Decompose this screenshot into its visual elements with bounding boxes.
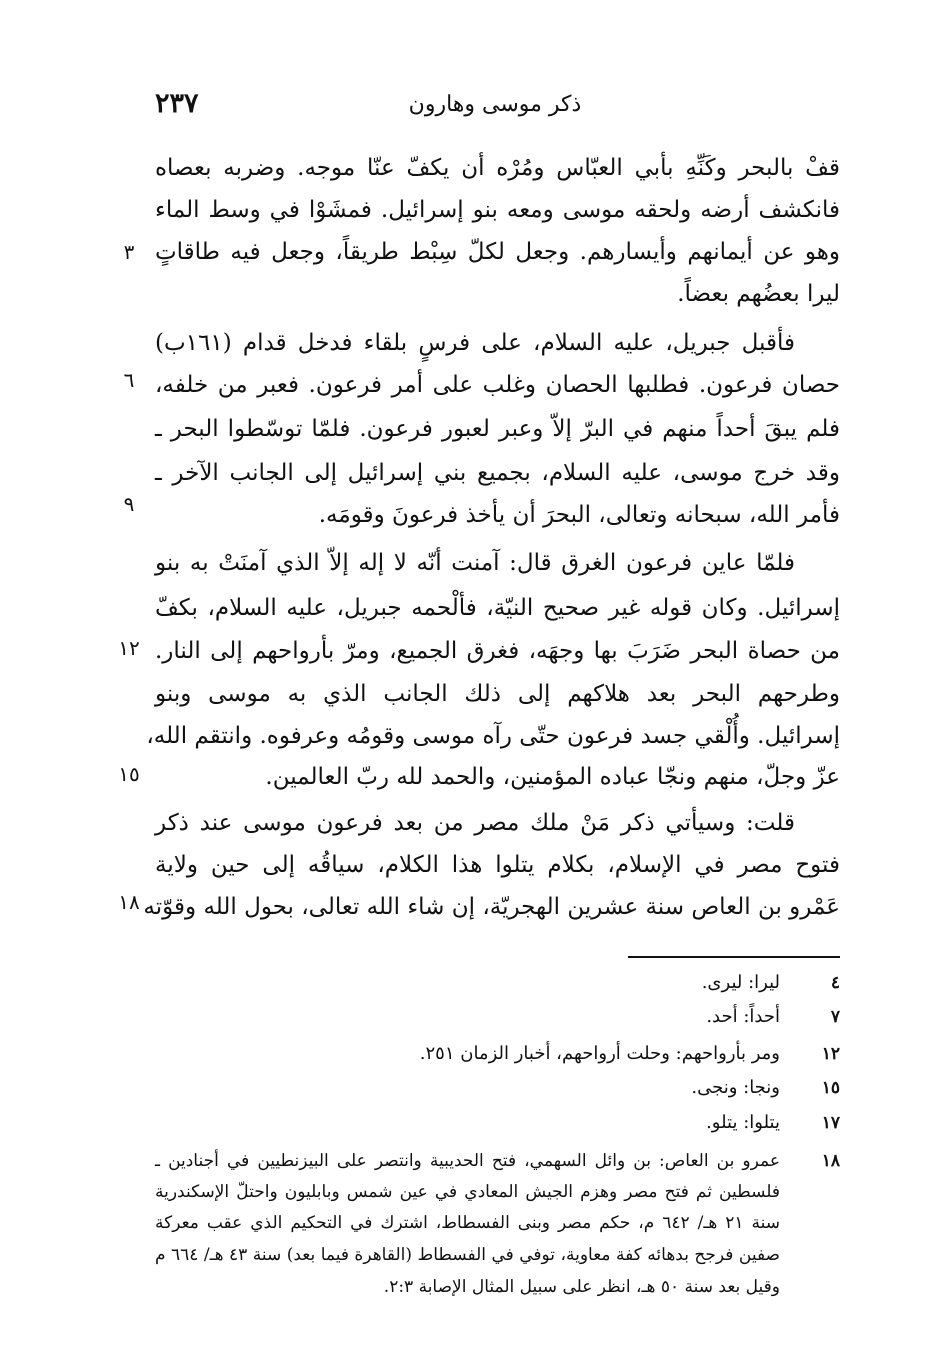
footnote-number: ١٧ xyxy=(821,1113,840,1133)
body-line: ليرا بعضُهم بعضاً. xyxy=(677,281,840,307)
footnote-text: ليرا: ليرى. xyxy=(701,972,780,993)
body-line: فأمر الله، سبحانه وتعالى، البحرَ أن يأخذ فرعونَ وقومَه. xyxy=(318,502,840,528)
footnote-number: ٤ xyxy=(830,973,840,993)
body-line: قفْ بالبحر وكَنِّهِ بأبي العبّاس ومُرْه أن يكفّ عنّا موجه. وضربه بعصاه xyxy=(155,155,840,181)
body-line: فانكشف أرضه ولحقه موسى ومعه بنو إسرائيل. فمشَوْا في وسط الماء xyxy=(155,197,840,223)
line-number: ٣ xyxy=(123,240,135,264)
body-line: فأقبل جبريل، عليه السلام، على فرسٍ بلقاء فدخل قدام (١٦١ب) xyxy=(155,330,795,356)
footnote-text: أحداً: أحد. xyxy=(706,1006,780,1027)
footnote-text-line: عمرو بن العاص: بن وائل السهمي، فتح الحديبية وانتصر على البيزنطيين في أجنادين ـ xyxy=(155,1151,780,1171)
body-line: حصان فرعون. فطلبها الحصان وغلب على أمر فرعون. فعبر من خلفه، xyxy=(155,372,840,398)
body-line: فلم يبقَ أحداً منهم في البرّ إلاّ وعبر لعبور فرعون. فلمّا توسّطوا البحر ـ xyxy=(155,416,840,442)
body-line: فتوح مصر في الإسلام، بكلام يتلوا هذا الكلام، سياقُه إلى حين ولاية xyxy=(155,852,840,878)
body-line: وقد خرج موسى، عليه السلام، بجميع بني إسرائيل إلى الجانب الآخر ـ xyxy=(155,460,840,486)
line-number: ١٥ xyxy=(118,762,140,786)
body-line: عَمْرو بن العاص سنة عشرين الهجريّة، إن شاء الله تعالى، بحول الله وقوّته xyxy=(143,894,840,920)
footnote-item xyxy=(155,1108,840,1138)
footnote-item xyxy=(155,1002,840,1032)
footnote-text-line: سنة ٢١ هـ/ ٦٤٢ م، حكم مصر وبنى الفسطاط، اشترك في التحكيم الذي عقب معركة xyxy=(155,1213,780,1233)
footnote-number: ١٢ xyxy=(821,1044,840,1064)
footnote-item xyxy=(155,1039,840,1069)
body-line: وطرحهم البحر بعد هلاكهم إلى ذلك الجانب الذي به موسى وبنو xyxy=(155,681,840,707)
body-line: فلمّا عاين فرعون الغرق قال: آمنت أنّه لا إله إلاّ الذي آمنَتْ به بنو xyxy=(155,550,795,576)
line-number: ١٨ xyxy=(118,890,140,914)
footnote-item xyxy=(155,968,840,998)
page-number: ٢٣٧ xyxy=(155,88,199,119)
footnote-text: يتلوا: يتلو. xyxy=(706,1112,780,1133)
line-number: ٩ xyxy=(123,492,135,516)
body-line: قلت: وسيأتي ذكر مَنْ ملك مصر من بعد فرعون موسى عند ذكر xyxy=(155,810,795,836)
body-line: إسرائيل. وكان قوله غير صحيح النيّة، فألْحمه جبريل، عليه السلام، بكفّ xyxy=(155,595,840,621)
body-line: من حصاة البحر ضَرَبَ بها وجهَه، فغرق الجميع، ومرّ بأرواحهم إلى النار. xyxy=(155,638,840,664)
body-line: عزّ وجلّ، منهم ونجّا عباده المؤمنين، والحمد لله ربّ العالمين. xyxy=(265,764,840,790)
footnote-number: ٧ xyxy=(830,1007,840,1027)
line-number: ٦ xyxy=(123,368,135,392)
body-line: وهو عن أيمانهم وأيسارهم. وجعل لكلّ سِبْط طريقاً، وجعل فيه طاقاتٍ xyxy=(155,239,840,265)
body-line: إسرائيل. وأُلْقي جسد فرعون حتّى رآه موسى وقومُه وعرفوه. وانتقم الله، xyxy=(146,723,840,749)
running-title: ذكر موسى وهارون xyxy=(408,92,582,117)
footnote-item xyxy=(155,1073,840,1103)
footnote-number: ١٨ xyxy=(821,1151,840,1171)
footnote-number: ١٥ xyxy=(821,1078,840,1098)
line-number: ١٢ xyxy=(118,636,140,660)
footnote-text: ومر بأرواحهم: وحلت أرواحهم، أخبار الزمان ٢٥١. xyxy=(419,1043,780,1064)
footnote-text-line: فلسطين ثم فتح مصر وهزم الجيش المعادي في عين شمس وبابليون واحتلّ الإسكندرية xyxy=(155,1182,780,1202)
page-header xyxy=(145,86,845,126)
footnote-text-line: صفين فرجح بدهائه كفة معاوية، توفي في الفسطاط (القاهرة فيما بعد) سنة ٤٣ هـ/ ٦٦٤ م xyxy=(155,1245,780,1265)
footnote-divider xyxy=(628,956,840,958)
footnote-text-line: وقيل بعد سنة ٥٠ هـ، انظر على سبيل المثال الإصابة ٢:٣. xyxy=(383,1277,780,1297)
footnote-text: ونجا: ونجى. xyxy=(691,1077,780,1098)
